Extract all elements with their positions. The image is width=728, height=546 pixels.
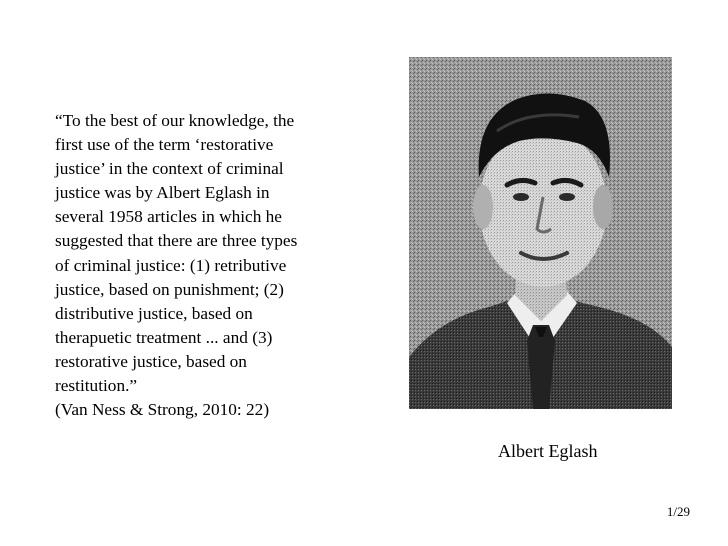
quote-line: justice, based on punishment; (2) bbox=[55, 279, 284, 299]
quote-line: suggested that there are three types bbox=[55, 231, 298, 251]
quote-line: restorative justice, based on bbox=[55, 351, 247, 371]
quote-line: several 1958 articles in which he bbox=[55, 207, 282, 227]
quote-line: therapuetic treatment ... and (3) bbox=[55, 327, 273, 347]
quote-citation: (Van Ness & Strong, 2010: 22) bbox=[55, 400, 270, 420]
quote-line: restitution.” bbox=[55, 376, 138, 396]
quote-line: justice’ in the context of criminal bbox=[55, 159, 284, 179]
portrait-illustration bbox=[409, 57, 672, 409]
quote-line: of criminal justice: (1) retributive bbox=[55, 255, 287, 275]
quote-block bbox=[55, 109, 375, 422]
left-ear bbox=[473, 185, 493, 229]
page-number: 1/29 bbox=[666, 504, 690, 519]
quote-line: distributive justice, based on bbox=[55, 303, 253, 323]
quote-line: justice was by Albert Eglash in bbox=[55, 183, 270, 203]
quote-line: first use of the term ‘restorative bbox=[55, 135, 274, 155]
quote-line: “To the best of our knowledge, the bbox=[55, 111, 295, 130]
right-ear bbox=[593, 185, 613, 229]
portrait-photo bbox=[409, 57, 672, 409]
photo-caption: Albert Eglash bbox=[498, 441, 598, 461]
